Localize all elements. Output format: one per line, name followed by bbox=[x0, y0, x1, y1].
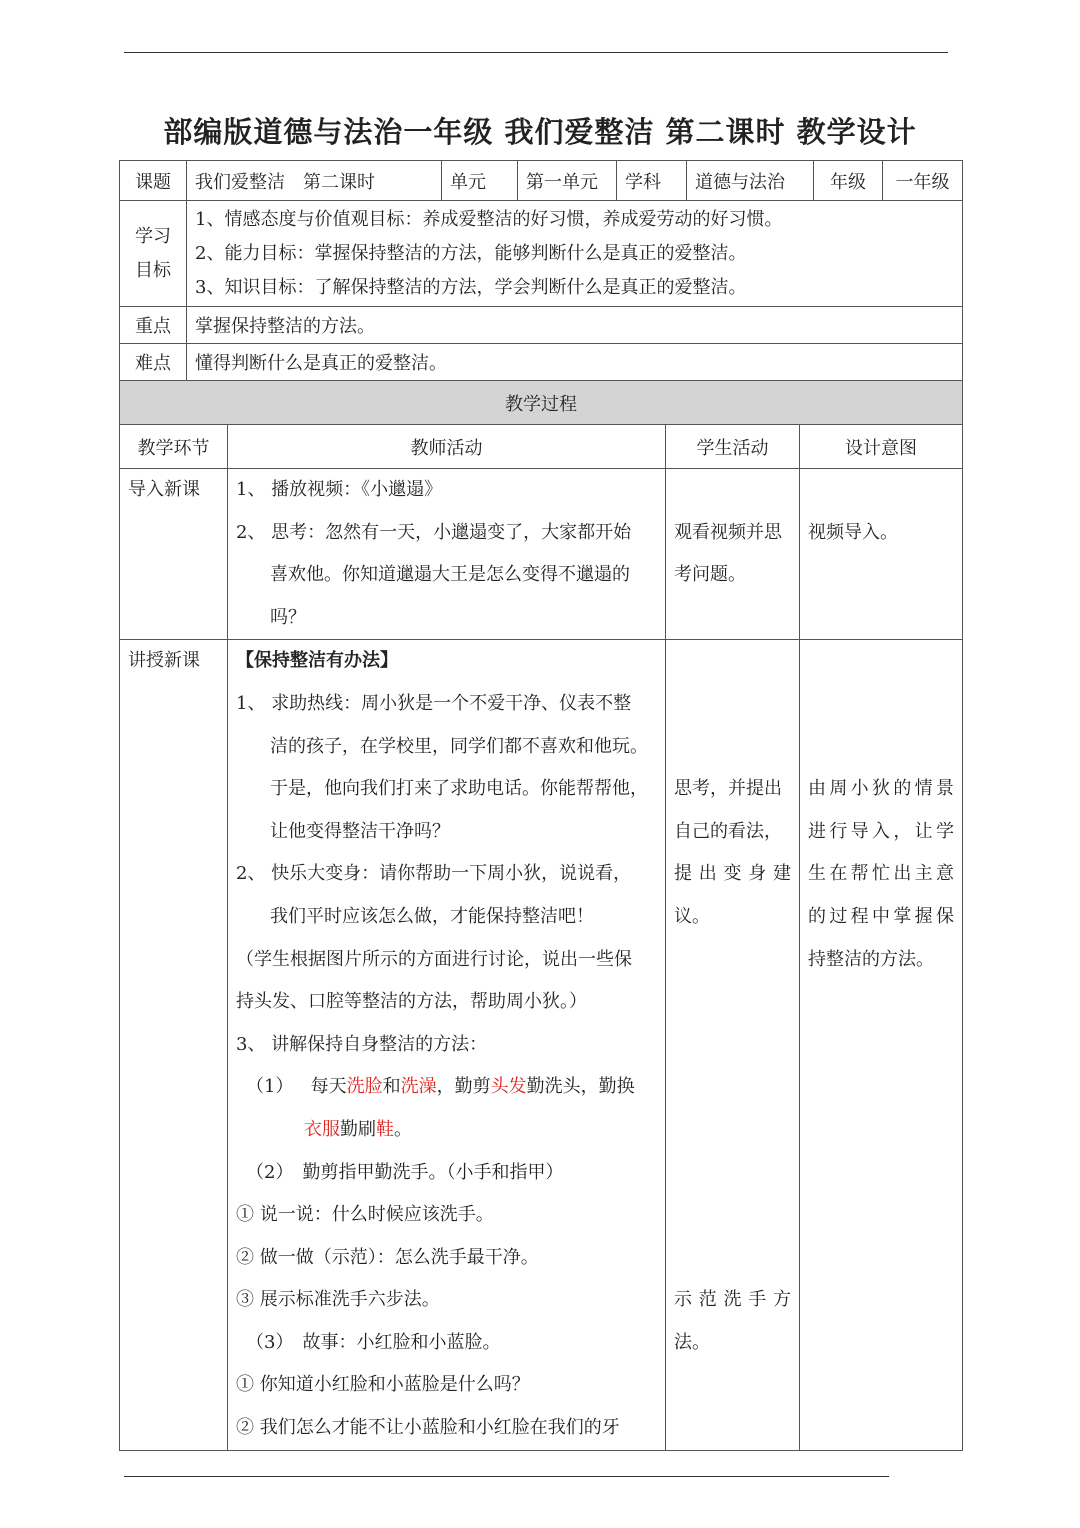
col-student: 学生活动 bbox=[666, 425, 800, 469]
stage-teach: 讲授新课 bbox=[120, 640, 228, 1450]
top-rule bbox=[124, 52, 948, 53]
section-heading: 【保持整洁有办法】 bbox=[236, 650, 398, 672]
col-teacher: 教师活动 bbox=[228, 425, 666, 469]
goals-list bbox=[187, 201, 963, 307]
topic-value: 我们爱整洁 第二课时 bbox=[187, 161, 442, 201]
label-goals: 学习 目标 bbox=[120, 201, 187, 307]
goal-item: 2、能力目标：掌握保持整洁的方法，能够判断什么是真正的爱整洁。 bbox=[195, 242, 747, 264]
intro-teacher: 1、 播放视频：《小邋遢》 2、 思考：忽然有一天，小邋遢变了，大家都开始 喜欢他。你知道邋遢大王是怎么变得不邋遢的 吗？ bbox=[228, 469, 666, 640]
key-text: 掌握保持整洁的方法。 bbox=[187, 307, 963, 344]
col-stage: 教学环节 bbox=[120, 425, 228, 469]
process-heading: 教学过程 bbox=[120, 381, 963, 425]
unit-value: 第一单元 bbox=[518, 161, 617, 201]
difficulty-text: 懂得判断什么是真正的爱整洁。 bbox=[187, 344, 963, 381]
label-topic: 课题 bbox=[120, 161, 187, 201]
intro-student: 观看视频并思 考问题。 bbox=[666, 469, 800, 640]
label-unit: 单元 bbox=[442, 161, 518, 201]
teach-teacher: 【保持整洁有办法】 1、 求助热线：周小狄是一个不爱干净、仪表不整 洁的孩子，在学校里，同学们都不喜欢和他玩。 于是，他向我们打来了求助电话。你能帮帮他， 让他变得整洁干净吗？ 2、 快乐大变身：请你帮助一下周小狄，说说看， 我们平时应该怎么做，才能保持整洁吧！ （学生根据图片所示的方面进行讨论，说出一些保 持头发、口腔等整洁的方法，帮助周小狄。） 3、 讲解保持自身整洁的方法： （1） 每天洗脸和洗澡，勤剪头发勤洗头，勤换 衣服勤刷鞋。 （2） 勤剪指甲勤洗手。（小手和指甲） ① 说一说：什么时候应该洗手。 ② 做一做（示范）：怎么洗手最干净。 ③ 展示标准洗手六步法。 （3） 故事：小红脸和小蓝脸。 ① 你知道小红脸和小蓝脸是什么吗？ ② 我们怎么才能不让小蓝脸和小红脸在我们的牙 bbox=[228, 640, 666, 1450]
goal-item: 1、情感态度与价值观目标：养成爱整洁的好习惯，养成爱劳动的好习惯。 bbox=[195, 208, 783, 230]
bottom-rule bbox=[124, 1476, 889, 1477]
stage-intro: 导入新课 bbox=[120, 469, 228, 640]
label-grade: 年级 bbox=[814, 161, 883, 201]
grade-value: 一年级 bbox=[883, 161, 963, 201]
label-difficulty: 难点 bbox=[120, 344, 187, 381]
goal-item: 3、知识目标：了解保持整洁的方法，学会判断什么是真正的爱整洁。 bbox=[195, 276, 747, 298]
intro-intent: 视频导入。 bbox=[800, 469, 963, 640]
label-subject: 学科 bbox=[617, 161, 687, 201]
teach-student: 思考，并提出 自己的看法， 提出变身建 议。 示范洗手方 法。 bbox=[666, 640, 800, 1450]
process-table bbox=[119, 380, 963, 1451]
col-intent: 设计意图 bbox=[800, 425, 963, 469]
subject-value: 道德与法治 bbox=[687, 161, 814, 201]
method-1: （1） 每天洗脸和洗澡，勤剪头发勤洗头，勤换 bbox=[246, 1076, 635, 1098]
label-key: 重点 bbox=[120, 307, 187, 344]
document-title: 部编版道德与法治一年级 我们爱整洁 第二课时 教学设计 bbox=[163, 115, 917, 149]
info-table bbox=[119, 160, 963, 381]
teach-intent: 由周小狄的情景 进行导入，让学 生在帮忙出主意 的过程中掌握保 持整洁的方法。 bbox=[800, 640, 963, 1450]
